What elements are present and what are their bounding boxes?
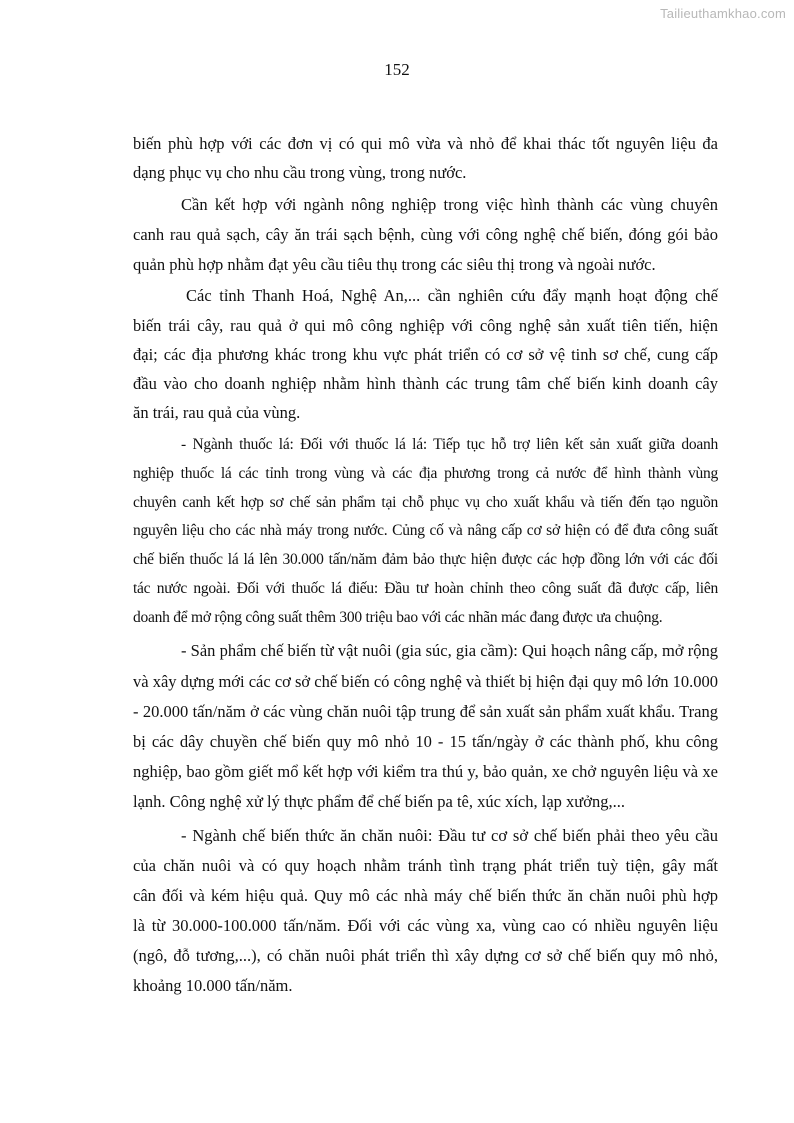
text-line: canh rau quả sạch, cây ăn trái sạch bệnh, cùng với công nghệ chế biến, đóng gói bảo	[133, 225, 718, 244]
text-line: dạng phục vụ cho nhu cầu trong vùng, trong nước.	[133, 163, 467, 182]
text-line: - 20.000 tấn/năm ở các vùng chăn nuôi tập trung để sản xuất sản phẩm xuất khẩu. Trang	[133, 702, 718, 721]
text-line: doanh để mở rộng công suất thêm 300 triệu bao với các nhãn mác đang được ưa chuộng.	[133, 609, 663, 626]
text-line: biến trái cây, rau quả ở qui mô công nghiệp với công nghệ sản xuất tiên tiến, hiện	[133, 316, 718, 335]
text-line: quản phù hợp nhằm đạt yêu cầu tiêu thụ trong các siêu thị trong và ngoài nước.	[133, 255, 656, 274]
text-line: ăn trái, rau quả của vùng.	[133, 403, 301, 422]
text-line: là từ 30.000-100.000 tấn/năm. Đối với các vùng xa, vùng cao có nhiều nguyên liệu	[133, 916, 718, 935]
text-line: Cần kết hợp với ngành nông nghiệp trong việc hình thành các vùng chuyên	[181, 195, 718, 214]
text-line: (ngô, đỗ tương,...), có chăn nuôi phát triển thì xây dựng cơ sở chế biến quy mô nhỏ,	[133, 946, 718, 965]
text-line: Các tỉnh Thanh Hoá, Nghệ An,... cần nghiên cứu đẩy mạnh hoạt động chế	[186, 286, 718, 305]
page-number: 152	[384, 60, 410, 79]
text-line: tác nước ngoài. Đối với thuốc lá điếu: Đầu tư hoàn chỉnh theo công suất đã được cấp, liên	[133, 580, 718, 597]
text-line: cân đối và kém hiệu quả. Quy mô các nhà máy chế biến thức ăn chăn nuôi phù hợp	[133, 886, 718, 905]
text-line: - Ngành thuốc lá: Đối với thuốc lá lá: Tiếp tục hỗ trợ liên kết sản xuất giữa doanh	[181, 436, 718, 453]
text-line: bị các dây chuyền chế biến quy mô nhỏ 10 - 15 tấn/ngày ở các thành phố, khu công	[133, 732, 718, 751]
text-line: biến phù hợp với các đơn vị có qui mô vừa và nhỏ để khai thác tốt nguyên liệu đa	[133, 134, 718, 153]
text-line: đầu vào cho doanh nghiệp nhằm hình thành các trung tâm chế biến kinh doanh cây	[133, 374, 718, 393]
text-line: - Sản phẩm chế biến từ vật nuôi (gia súc, gia cầm): Qui hoạch nâng cấp, mở rộng	[181, 641, 718, 660]
watermark: Tailieuthamkhao.com	[660, 6, 786, 21]
text-line: đại; các địa phương khác trong khu vực phát triển có cơ sở vệ tinh sơ chế, cung cấp	[133, 345, 718, 364]
text-line: nghiệp thuốc lá các tỉnh trong vùng và các địa phương trong cả nước để hình thành vùng	[133, 465, 718, 482]
text-line: lạnh. Công nghệ xử lý thực phẩm để chế biến pa tê, xúc xích, lạp xưởng,...	[133, 792, 625, 811]
text-line: chế biến thuốc lá lá lên 30.000 tấn/năm đảm bảo thực hiện được các hợp đồng lớn với các đối	[133, 551, 718, 568]
text-line: khoảng 10.000 tấn/năm.	[133, 976, 293, 995]
text-line: - Ngành chế biến thức ăn chăn nuôi: Đầu tư cơ sở chế biến phải theo yêu cầu	[181, 826, 718, 845]
text-line: và xây dựng mới các cơ sở chế biến có công nghệ và thiết bị hiện đại quy mô lớn 10.000	[133, 672, 718, 691]
text-line: nguyên liệu cho các nhà máy trong nước. Củng cố và nâng cấp cơ sở hiện có để đưa công suất	[133, 522, 718, 539]
text-line: nghiệp, bao gồm giết mổ kết hợp với kiểm tra thú y, bảo quản, xe chở nguyên liệu và xe	[133, 762, 718, 781]
text-line: của chăn nuôi và có quy hoạch nhằm tránh tình trạng phát triển tuỳ tiện, gây mất	[133, 856, 718, 875]
text-line: chuyên canh kết hợp sơ chế sản phẩm tại chỗ phục vụ cho xuất khẩu và tiến đến tạo nguồn	[133, 494, 718, 511]
